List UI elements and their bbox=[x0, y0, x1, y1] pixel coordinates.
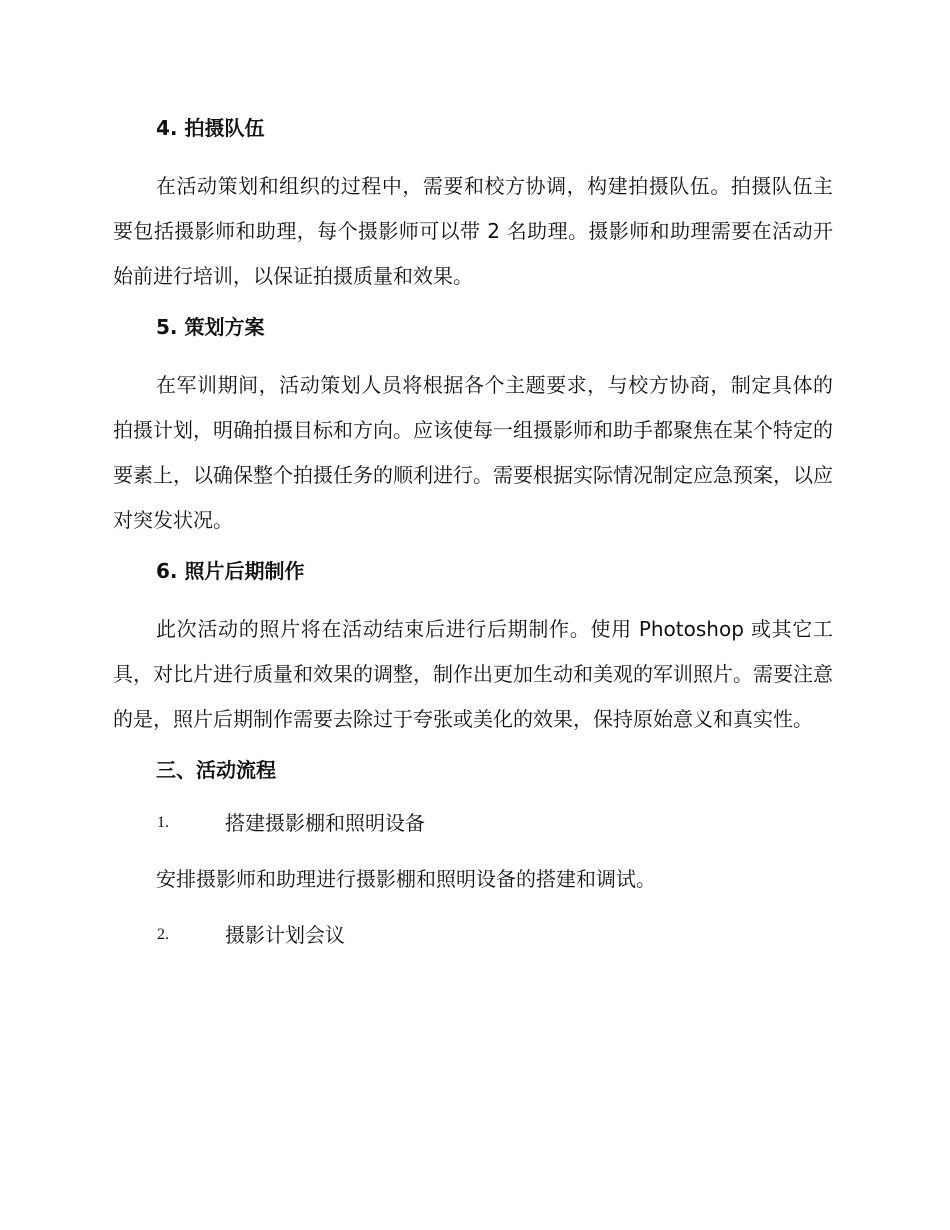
paragraph-post-production: 此次活动的照片将在活动结束后进行后期制作。使用 Photoshop 或其它工具，对比片进行质量和效果的调整，制作出更加生动和美观的军训照片。需要注意的是，照片后期制作需要去除过于夸张或美化的效果，保持原始意义和真实性。 bbox=[113, 617, 833, 731]
list-item-description: 安排摄影师和助理进行摄影棚和照明设备的搭建和调试。 bbox=[156, 867, 656, 891]
document-content bbox=[113, 112, 833, 974]
paragraph-shooting-team: 在活动策划和组织的过程中，需要和校方协调，构建拍摄队伍。拍摄队伍主要包括摄影师和助理，每个摄影师可以带 2 名助理。摄影师和助理需要在活动开始前进行培训，以保证拍摄质量和效果。 bbox=[113, 174, 833, 288]
list-item-number: 2. bbox=[157, 926, 169, 943]
list-item-title: 摄影计划会议 bbox=[225, 923, 345, 947]
list-item bbox=[113, 806, 833, 840]
list-item bbox=[113, 918, 833, 952]
section-heading-post-production: 6. 照片后期制作 bbox=[156, 559, 305, 583]
section-heading-activity-flow: 三、活动流程 bbox=[156, 758, 276, 782]
paragraph-plan: 在军训期间，活动策划人员将根据各个主题要求，与校方协商，制定具体的拍摄计划，明确拍摄目标和方向。应该使每一组摄影师和助手都聚焦在某个特定的要素上，以确保整个拍摄任务的顺利进行。需要根据实际情况制定应急预案，以应对突发状况。 bbox=[113, 373, 833, 532]
section-heading-shooting-team: 4. 拍摄队伍 bbox=[156, 116, 265, 140]
list-item-title: 搭建摄影棚和照明设备 bbox=[225, 811, 425, 835]
section-heading-plan: 5. 策划方案 bbox=[156, 315, 265, 339]
list-item-number: 1. bbox=[157, 814, 169, 831]
